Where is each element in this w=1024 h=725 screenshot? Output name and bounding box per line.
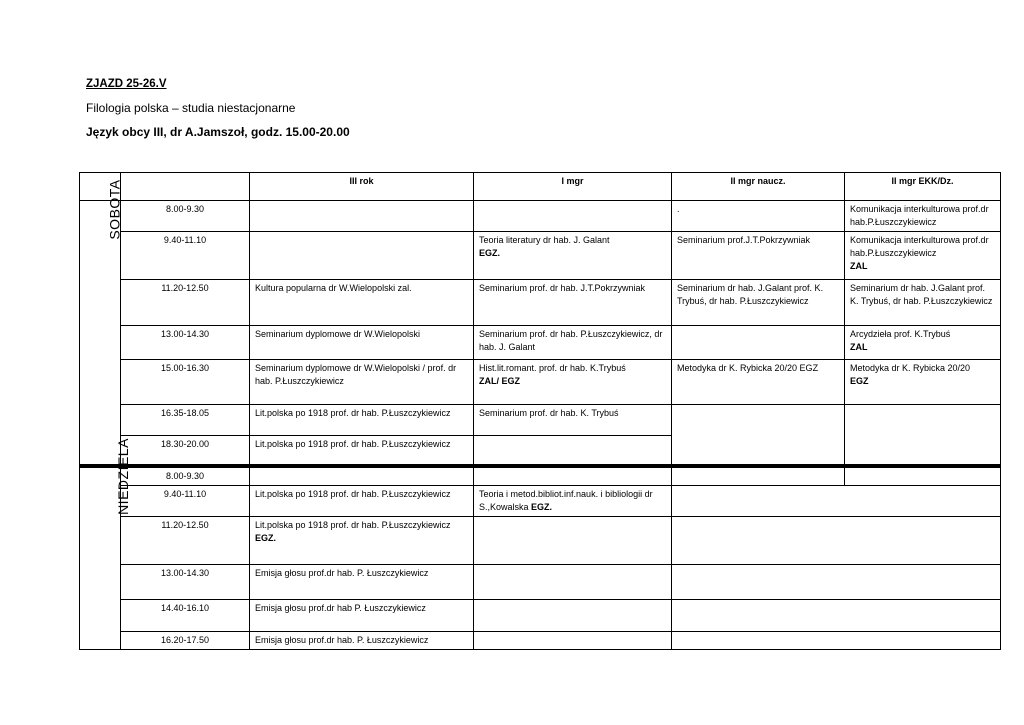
cell-iii-rok: Lit.polska po 1918 prof. dr hab. P.Łuszczykiewicz bbox=[250, 405, 474, 436]
time-cell: 8.00-9.30 bbox=[121, 201, 250, 232]
course-name: Arcydzieła prof. K.Trybuś bbox=[850, 329, 951, 339]
table-row bbox=[80, 466, 1001, 486]
cell-ii-mgr-naucz: . bbox=[672, 201, 845, 232]
table-row bbox=[80, 516, 1001, 564]
cell-ii-mgr-ekk: Komunikacja interkulturowa prof.dr hab.P.Łuszczykiewicz bbox=[845, 201, 1001, 232]
header-cell-ii-mgr-naucz: II mgr naucz. bbox=[672, 173, 845, 201]
page-title: ZJAZD 25-26.V bbox=[86, 78, 167, 90]
table-row bbox=[80, 405, 1001, 436]
schedule-table bbox=[79, 172, 1001, 650]
cell-ii-mgr-ekk bbox=[845, 466, 1001, 486]
time-cell: 11.20-12.50 bbox=[121, 280, 250, 326]
cell-i-mgr bbox=[474, 466, 672, 486]
cell-i-mgr: Seminarium prof. dr hab. P.Łuszczykiewicz, dr hab. J. Galant bbox=[474, 326, 672, 360]
time-cell: 16.20-17.50 bbox=[121, 631, 250, 649]
time-cell: 15.00-16.30 bbox=[121, 360, 250, 405]
cell-ii-mgr-merged bbox=[672, 564, 1001, 599]
cell-iii-rok bbox=[250, 232, 474, 280]
table-header-row bbox=[80, 173, 1001, 201]
cell-iii-rok bbox=[250, 516, 474, 564]
exam-type: EGZ. bbox=[531, 501, 553, 512]
cell-i-mgr bbox=[474, 564, 672, 599]
time-cell: 11.20-12.50 bbox=[121, 516, 250, 564]
cell-ii-mgr-naucz: Seminarium dr hab. J.Galant prof. K. Trybuś, dr hab. P.Łuszczykiewicz bbox=[672, 280, 845, 326]
cell-i-mgr bbox=[474, 631, 672, 649]
cell-i-mgr bbox=[474, 599, 672, 631]
cell-i-mgr: Seminarium prof. dr hab. J.T.Pokrzywniak bbox=[474, 280, 672, 326]
page-subtitle: Filologia polska – studia niestacjonarne bbox=[86, 101, 296, 115]
course-name: Komunikacja interkulturowa prof.dr hab.P.Łuszczykiewicz bbox=[850, 235, 989, 258]
cell-iii-rok: Emisja głosu prof.dr hab. P. Łuszczykiewicz bbox=[250, 631, 474, 649]
cell-iii-rok: Seminarium dyplomowe dr W.Wielopolski bbox=[250, 326, 474, 360]
cell-ii-mgr-naucz: Seminarium prof.J.T.Pokrzywniak bbox=[672, 232, 845, 280]
course-name: Teoria i metod.bibliot.inf.nauk. i bibliologii dr S.,Kowalska bbox=[479, 488, 653, 512]
cell-i-mgr bbox=[474, 360, 672, 405]
day-label-niedziela: NIEDZIELA bbox=[114, 437, 131, 515]
time-cell: 8.00-9.30 bbox=[121, 466, 250, 486]
time-cell: 14.40-16.10 bbox=[121, 599, 250, 631]
header-cell-time bbox=[121, 173, 250, 201]
cell-iii-rok bbox=[250, 466, 474, 486]
course-name: Hist.lit.romant. prof. dr hab. K.Trybuś bbox=[479, 363, 626, 373]
day-cell-sobota bbox=[80, 179, 123, 466]
cell-ii-mgr-merged bbox=[672, 599, 1001, 631]
header-cell-i-mgr: I mgr bbox=[474, 173, 672, 201]
day-cell-niedziela bbox=[80, 437, 131, 650]
cell-ii-mgr-naucz: Metodyka dr K. Rybicka 20/20 EGZ bbox=[672, 360, 845, 405]
cell-iii-rok bbox=[250, 201, 474, 232]
table-row bbox=[80, 360, 1001, 405]
table-row bbox=[80, 631, 1001, 649]
cell-ii-mgr-naucz bbox=[672, 466, 845, 486]
course-info: Język obcy III, dr A.Jamszoł, godz. 15.00-20.00 bbox=[86, 125, 350, 139]
course-name: Teoria literatury dr hab. J. Galant bbox=[479, 235, 610, 245]
time-cell: 9.40-11.10 bbox=[121, 232, 250, 280]
header-cell-iii-rok: III rok bbox=[250, 173, 474, 201]
cell-ii-mgr-naucz bbox=[672, 326, 845, 360]
time-cell: 18.30-20.00 bbox=[121, 436, 250, 466]
table-row bbox=[80, 599, 1001, 631]
table-row bbox=[80, 326, 1001, 360]
cell-iii-rok: Emisja głosu prof.dr hab P. Łuszczykiewicz bbox=[250, 599, 474, 631]
cell-ii-mgr-merged bbox=[672, 631, 1001, 649]
cell-i-mgr bbox=[474, 232, 672, 280]
document-header bbox=[86, 72, 350, 144]
cell-iii-rok: Lit.polska po 1918 prof. dr hab. P.Łuszczykiewicz bbox=[250, 436, 474, 466]
cell-ii-mgr-ekk bbox=[845, 232, 1001, 280]
cell-iii-rok: Kultura popularna dr W.Wielopolski zal. bbox=[250, 280, 474, 326]
time-cell: 13.00-14.30 bbox=[121, 564, 250, 599]
exam-type: EGZ. bbox=[479, 248, 501, 258]
cell-iii-rok: Lit.polska po 1918 prof. dr hab. P.Łuszczykiewicz bbox=[250, 485, 474, 516]
cell-i-mgr bbox=[474, 485, 672, 516]
exam-type: EGZ bbox=[850, 376, 869, 386]
exam-type: ZAL bbox=[850, 261, 868, 271]
time-cell: 16.35-18.05 bbox=[121, 405, 250, 436]
cell-ii-mgr-merged bbox=[672, 516, 1001, 564]
cell-ii-mgr-ekk bbox=[845, 326, 1001, 360]
table-row bbox=[80, 485, 1001, 516]
exam-type: EGZ. bbox=[255, 532, 277, 543]
day-label-sobota: SOBOTA bbox=[106, 179, 123, 240]
cell-i-mgr bbox=[474, 516, 672, 564]
time-cell: 13.00-14.30 bbox=[121, 326, 250, 360]
cell-iii-rok: Seminarium dyplomowe dr W.Wielopolski / prof. dr hab. P.Łuszczykiewicz bbox=[250, 360, 474, 405]
cell-ii-mgr-merged bbox=[672, 485, 1001, 516]
table-row bbox=[80, 280, 1001, 326]
course-name: Lit.polska po 1918 prof. dr hab. P.Łuszczykiewicz bbox=[255, 519, 451, 530]
cell-i-mgr bbox=[474, 201, 672, 232]
exam-type: ZAL/ EGZ bbox=[479, 376, 520, 386]
table-row bbox=[80, 232, 1001, 280]
exam-type: ZAL bbox=[850, 342, 868, 352]
cell-iii-rok: Emisja głosu prof.dr hab. P. Łuszczykiewicz bbox=[250, 564, 474, 599]
cell-i-mgr bbox=[474, 436, 672, 466]
cell-ii-mgr-naucz bbox=[672, 405, 845, 466]
table-row bbox=[80, 201, 1001, 232]
table-row bbox=[80, 564, 1001, 599]
header-cell-ii-mgr-ekk: II mgr EKK/Dz. bbox=[845, 173, 1001, 201]
time-cell: 9.40-11.10 bbox=[121, 485, 250, 516]
cell-i-mgr: Seminarium prof. dr hab. K. Trybuś bbox=[474, 405, 672, 436]
cell-ii-mgr-ekk bbox=[845, 405, 1001, 466]
cell-ii-mgr-ekk: Seminarium dr hab. J.Galant prof. K. Trybuś, dr hab. P.Łuszczykiewicz bbox=[845, 280, 1001, 326]
cell-ii-mgr-ekk bbox=[845, 360, 1001, 405]
course-name: Metodyka dr K. Rybicka 20/20 bbox=[850, 363, 971, 373]
